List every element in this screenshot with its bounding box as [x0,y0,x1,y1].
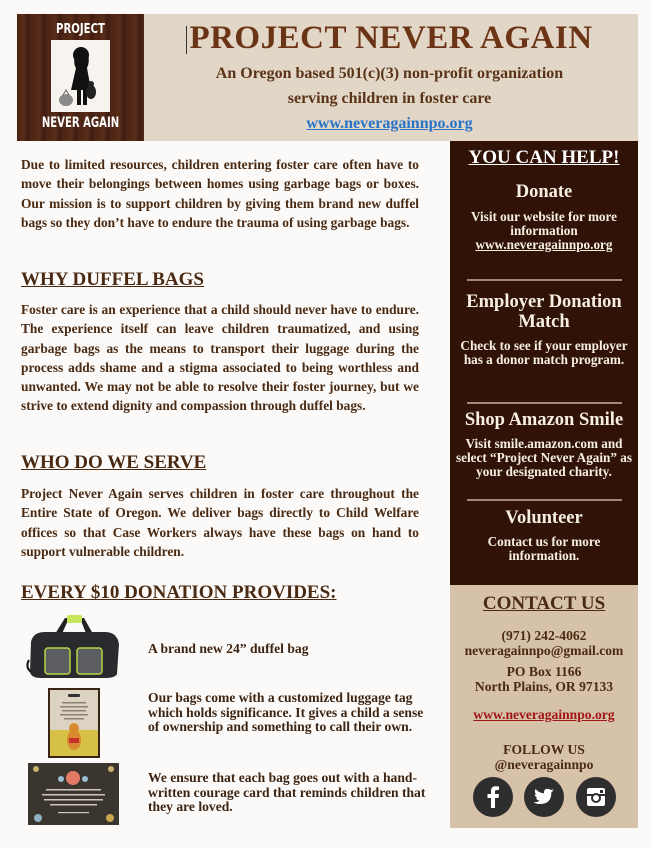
provides-item-tag-text: Our bags come with a customized luggage tag which holds significance. It gives a child a sense of ownership and something to call their own. [148,690,424,734]
logo-top-text: PROJECT [56,22,105,37]
divider [467,499,622,501]
text-cursor [186,26,187,54]
page-title-text: PROJECT NEVER AGAIN [189,20,593,56]
header-website-link[interactable]: www.neveragainnpo.org [306,115,473,132]
logo-silhouette-image [51,40,110,112]
intro-paragraph: Due to limited resources, children entering foster care often have to move their belongings between homes using garbage bags or boxes. Our mission is to support children by giving them brand new duffel bags so they don’t have to endure the trauma of using garbage bags. [21,157,419,230]
employer-match-heading: Employer Donation Match [466,292,622,332]
donate-text: Visit our website for more information [470,209,617,238]
contact-city: North Plains, OR 97133 [474,679,614,694]
donation-provides-heading: EVERY $10 DONATION PROVIDES: [21,582,337,603]
provides-item-card-text: We ensure that each bag goes out with a hand-written courage card that reminds children that they are loved. [148,770,426,814]
why-duffel-bags-heading: WHY DUFFEL BAGS [21,269,204,290]
contact-phone[interactable]: (971) 242-4062 [501,628,587,643]
courage-card-image [28,763,119,825]
you-can-help-panel [450,141,638,585]
who-do-we-serve-text: Project Never Again serves children in foster care throughout the Entire State of Oregon. We deliver bags directly to Child Welfare offices so that Case Workers always have these bags on hand to support vulnerable children. [21,486,419,559]
contact-panel [450,585,638,828]
donate-heading: Donate [515,182,573,202]
follow-us-label: FOLLOW US [503,742,585,757]
facebook-button[interactable] [473,777,513,817]
contact-us-heading: CONTACT US [482,593,606,614]
header-banner [17,14,638,141]
divider [467,279,622,281]
provides-item-duffel-text: A brand new 24” duffel bag [148,641,309,656]
amazon-smile-text: Visit smile.amazon.com and select “Project Never Again” as your designated charity. [455,436,633,479]
why-duffel-bags-text: Foster care is an experience that a child should never have to endure. The experience itself can leave children traumatized, and using garbage bags as the means to transport their luggage during the process adds shame and a stigma associated to being worthless and unwanted. We may not be able to resolve their foster journey, but we strive to extend dignity and compassion through duffel bags. [21,302,419,414]
logo [17,14,144,141]
duffel-bag-image [25,612,123,684]
social-handle: @neveragainnpo [494,757,594,772]
subtitle-line-2: serving children in foster care [287,90,492,107]
child-silhouette-icon [51,40,110,112]
contact-website-link[interactable]: www.neveragainnpo.org [473,707,615,722]
instagram-icon [576,777,616,817]
who-do-we-serve-heading: WHO DO WE SERVE [21,452,207,473]
donate-website-link[interactable]: www.neveragainnpo.org [475,237,613,252]
instagram-button[interactable] [576,777,616,817]
contact-po-box: PO Box 1166 [506,664,582,679]
twitter-button[interactable] [524,777,564,817]
subtitle-line-1: An Oregon based 501(c)(3) non-profit organization [215,65,564,82]
you-can-help-heading: YOU CAN HELP! [468,147,620,168]
facebook-icon [473,777,513,817]
volunteer-heading: Volunteer [505,508,583,528]
luggage-tag-image [48,688,100,758]
page-title [167,20,612,57]
logo-bottom-text: NEVER AGAIN [41,115,120,131]
volunteer-text: Contact us for more information. [487,534,601,563]
employer-match-text: Check to see if your employer has a donor match program. [460,338,628,367]
divider [467,402,622,404]
contact-email[interactable]: neveragainnpo@gmail.com [464,643,624,658]
amazon-smile-heading: Shop Amazon Smile [464,410,624,430]
twitter-icon [524,777,564,817]
